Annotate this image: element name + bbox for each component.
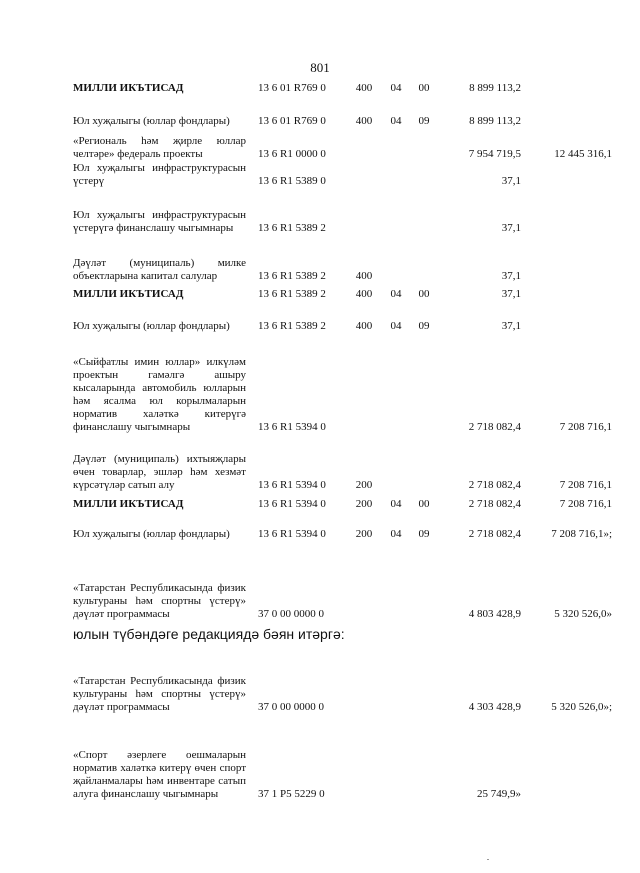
- cell-sum-2024: 7 208 716,1»;: [551, 528, 612, 540]
- cell-code: 37 0 00 0000 0: [258, 608, 324, 620]
- table-row: [0, 735, 640, 801]
- cell-code: 13 6 R1 5394 0: [258, 421, 326, 433]
- table-row: [0, 515, 640, 541]
- cell-department: 400: [355, 115, 373, 127]
- cell-subsection: 00: [418, 498, 430, 510]
- table-row: [0, 307, 640, 333]
- cell-section: 04: [390, 115, 402, 127]
- cell-department: 400: [355, 320, 373, 332]
- cell-sum-2023: 7 954 719,5: [468, 148, 521, 160]
- cell-section: 04: [390, 498, 402, 510]
- cell-name: Юл хуҗалыгы инфраструктурасын үстерүгә финанслашу чыгымнары: [73, 209, 246, 234]
- cell-code: 13 6 R1 5389 2: [258, 288, 326, 300]
- cell-code: 13 6 R1 0000 0: [258, 148, 326, 160]
- table-row: [0, 569, 640, 621]
- table-row: [0, 135, 640, 161]
- amendment-instruction: юлын түбәндәге редакциядә бәян итәргә:: [73, 626, 345, 642]
- table-row: [0, 288, 640, 301]
- cell-sum-2024: 12 445 316,1: [554, 148, 612, 160]
- cell-code: 13 6 R1 5394 0: [258, 498, 326, 510]
- cell-sum-2024: 5 320 526,0»;: [551, 701, 612, 713]
- cell-name: «Татарстан Республикасында физик культураны һәм спортны үстерү» дәүләт программасы: [73, 582, 246, 620]
- cell-sum-2023: 37,1: [501, 320, 521, 332]
- cell-subsection: 00: [418, 288, 430, 300]
- table-row: [0, 662, 640, 714]
- cell-sum-2023: 37,1: [501, 270, 521, 282]
- cell-name: «Региональ һәм җирле юллар челтәре» федераль проекты: [73, 135, 246, 160]
- cell-code: 13 6 R1 5389 2: [258, 222, 326, 234]
- cell-section: 04: [390, 288, 402, 300]
- cell-sum-2023: 25 749,9»: [477, 788, 521, 800]
- cell-sum-2023: 37,1: [501, 175, 521, 187]
- cell-sum-2023: 2 718 082,4: [468, 421, 521, 433]
- cell-sum-2024: 7 208 716,1: [559, 498, 612, 510]
- cell-sum-2023: 2 718 082,4: [468, 479, 521, 491]
- cell-name: Дәүләт (муниципаль) милке объектларына капитал салулар: [73, 257, 246, 282]
- cell-code: 13 6 01 R769 0: [258, 115, 326, 127]
- cell-subsection: 09: [418, 528, 430, 540]
- cell-code: 37 0 00 0000 0: [258, 701, 324, 713]
- cell-name: Юл хуҗалыгы (юллар фондлары): [73, 528, 230, 540]
- cell-name: «Татарстан Республикасында физик культураны һәм спортны үстерү» дәүләт программасы: [73, 675, 246, 713]
- cell-department: 200: [355, 479, 373, 491]
- table-row: [0, 356, 640, 434]
- cell-sum-2024: 7 208 716,1: [559, 421, 612, 433]
- cell-name: МИЛЛИ ИКЪТИСАД: [73, 498, 184, 510]
- table-row: [0, 244, 640, 283]
- cell-sum-2023: 4 303 428,9: [468, 701, 521, 713]
- cell-code: 13 6 R1 5394 0: [258, 528, 326, 540]
- cell-section: 04: [390, 528, 402, 540]
- cell-code: 13 6 R1 5389 2: [258, 320, 326, 332]
- table-row: [0, 440, 640, 492]
- cell-sum-2023: 4 803 428,9: [468, 608, 521, 620]
- table-row: [0, 498, 640, 511]
- cell-code: 13 6 01 R769 0: [258, 82, 326, 94]
- cell-name: МИЛЛИ ИКЪТИСАД: [73, 288, 184, 300]
- cell-name: Юл хуҗалыгы инфраструктурасын үстерү: [73, 162, 246, 187]
- cell-sum-2023: 8 899 113,2: [469, 82, 521, 94]
- cell-code: 37 1 P5 5229 0: [258, 788, 325, 800]
- cell-name: Юл хуҗалыгы (юллар фондлары): [73, 320, 230, 332]
- cell-sum-2024: 5 320 526,0»: [554, 608, 612, 620]
- cell-sum-2023: 37,1: [501, 222, 521, 234]
- cell-department: 200: [355, 498, 373, 510]
- cell-department: 400: [355, 288, 373, 300]
- table-row: [0, 82, 640, 95]
- page-number: 801: [310, 60, 330, 75]
- cell-subsection: 09: [418, 115, 430, 127]
- cell-sum-2024: 7 208 716,1: [559, 479, 612, 491]
- cell-name: МИЛЛИ ИКЪТИСАД: [73, 82, 184, 94]
- cell-sum-2023: 37,1: [501, 288, 521, 300]
- cell-name: Юл хуҗалыгы (юллар фондлары): [73, 115, 230, 127]
- cell-name: Дәүләт (муниципаль) ихтыяҗлары өчен товарлар, эшләр һәм хезмәт күрсәтүләр сатып алу: [73, 453, 246, 491]
- cell-subsection: 09: [418, 320, 430, 332]
- cell-section: 04: [390, 320, 402, 332]
- cell-sum-2023: 8 899 113,2: [469, 115, 521, 127]
- cell-sum-2023: 2 718 082,4: [468, 528, 521, 540]
- cell-code: 13 6 R1 5389 2: [258, 270, 326, 282]
- cell-code: 13 6 R1 5394 0: [258, 479, 326, 491]
- table-row: [0, 102, 640, 128]
- cell-name: «Сыйфатлы имин юллар» илкүләм проектын гамәлгә ашыру кысаларында автомобиль юлларын һәм ясалма юл корылмаларын норматив халәткә китерүгә финанслашу чыгымнары: [73, 356, 246, 433]
- scan-speck: [487, 859, 489, 860]
- table-row: [0, 196, 640, 235]
- cell-name: «Спорт әзерлеге оешмаларын норматив халәткә китерү өчен спорт җайланмалары һәм инвентаре сатып алуга финанслашу чыгымнары: [73, 749, 246, 800]
- cell-sum-2023: 2 718 082,4: [468, 498, 521, 510]
- table-row: [0, 162, 640, 188]
- cell-code: 13 6 R1 5389 0: [258, 175, 326, 187]
- cell-subsection: 00: [418, 82, 430, 94]
- cell-department: 200: [355, 528, 373, 540]
- cell-department: 400: [355, 82, 373, 94]
- cell-department: 400: [355, 270, 373, 282]
- cell-section: 04: [390, 82, 402, 94]
